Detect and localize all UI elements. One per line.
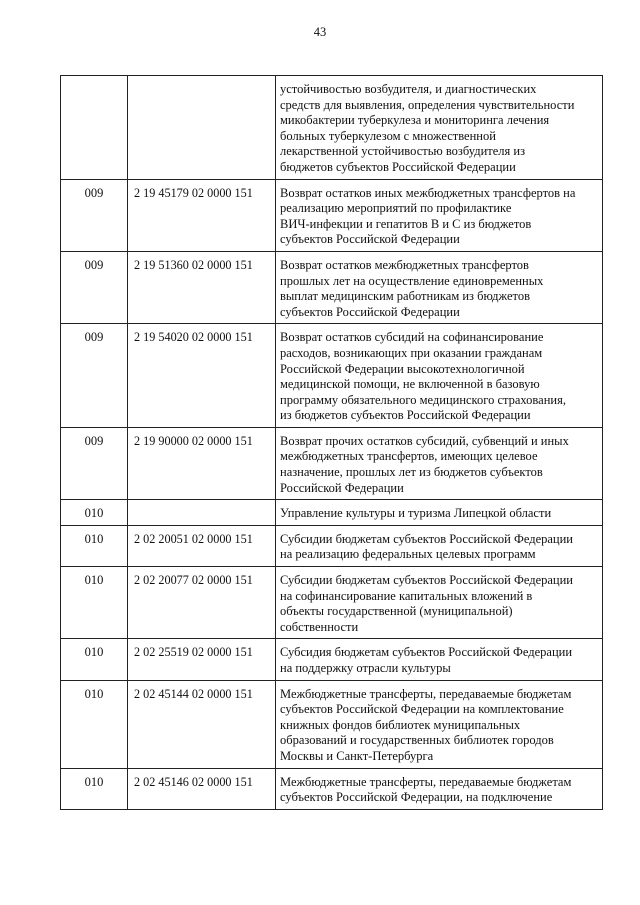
description-line: книжных фондов библиотек муниципальных [280, 717, 521, 732]
kbk-code-cell: 2 02 20051 02 0000 151 [128, 525, 276, 566]
description-cell [276, 567, 603, 639]
description-line: больных туберкулезом с множественной [280, 128, 496, 143]
kbk-code-cell [128, 76, 276, 180]
description-line: Субсидия бюджетам субъектов Российской Федерации [280, 645, 573, 660]
kbk-code-cell: 2 02 45146 02 0000 151 [128, 768, 276, 809]
description-line: Управление культуры и туризма Липецкой области [280, 506, 552, 521]
description-cell [276, 76, 603, 180]
admin-code-cell: 010 [61, 525, 128, 566]
description-line: Субсидии бюджетам субъектов Российской Федерации [280, 573, 573, 588]
description-line: субъектов Российской Федерации [280, 304, 460, 319]
admin-code-cell: 010 [61, 567, 128, 639]
table-row [61, 76, 603, 180]
description-line: субъектов Российской Федерации [280, 232, 460, 247]
table-row [61, 768, 603, 809]
kbk-code-cell: 2 02 20077 02 0000 151 [128, 567, 276, 639]
description-line: объекты государственной (муниципальной) [280, 604, 513, 619]
description-line: Возврат остатков субсидий на софинансирование [280, 330, 544, 345]
kbk-code-cell: 2 19 54020 02 0000 151 [128, 324, 276, 428]
description-line: субъектов Российской Федерации на комплектование [280, 702, 564, 717]
kbk-code-cell: 2 19 51360 02 0000 151 [128, 251, 276, 323]
description-cell [276, 500, 603, 526]
description-line: бюджетов субъектов Российской Федерации [280, 159, 516, 174]
description-line: программу обязательного медицинского страхования, [280, 392, 566, 407]
admin-code-cell: 010 [61, 639, 128, 680]
description-line: Межбюджетные трансферты, передаваемые бюджетам [280, 774, 572, 789]
table-row [61, 427, 603, 499]
page-number: 43 [313, 25, 327, 39]
admin-code-cell: 009 [61, 324, 128, 428]
table-row [61, 500, 603, 526]
description-cell [276, 179, 603, 251]
budget-codes-table [60, 75, 603, 810]
description-line: выплат медицинским работникам из бюджетов [280, 289, 530, 304]
description-line: прошлых лет на осуществление единовременных [280, 273, 544, 288]
kbk-code-cell: 2 02 25519 02 0000 151 [128, 639, 276, 680]
admin-code-cell: 010 [61, 500, 128, 526]
description-line: образований и государственных библиотек городов [280, 733, 554, 748]
description-line: ВИЧ-инфекции и гепатитов В и С из бюджетов [280, 216, 532, 231]
description-line: реализацию мероприятий по профилактике [280, 201, 512, 216]
kbk-code-cell: 2 02 45144 02 0000 151 [128, 680, 276, 768]
description-cell [276, 324, 603, 428]
table-row [61, 324, 603, 428]
admin-code-cell: 009 [61, 251, 128, 323]
description-line: на поддержку отрасли культуры [280, 661, 451, 675]
description-line: на софинансирование капитальных вложений в [280, 588, 533, 603]
description-line: Москвы и Санкт-Петербурга [280, 748, 434, 763]
table-row [61, 639, 603, 680]
description-line: расходов, возникающих при оказании гражданам [280, 345, 543, 360]
kbk-code-cell [128, 500, 276, 526]
admin-code-cell: 010 [61, 768, 128, 809]
description-line: микобактерии туберкулеза и мониторинга лечения [280, 113, 550, 128]
table-row [61, 567, 603, 639]
description-line: из бюджетов субъектов Российской Федерации [280, 408, 531, 423]
description-cell [276, 427, 603, 499]
description-line: на реализацию федеральных целевых программ [280, 547, 536, 562]
description-line: собственности [280, 619, 359, 634]
description-cell [276, 680, 603, 768]
description-line: медицинской помощи, не включенной в базовую [280, 377, 540, 392]
table-row [61, 680, 603, 768]
description-cell [276, 525, 603, 566]
description-line: Субсидии бюджетам субъектов Российской Федерации [280, 531, 573, 546]
kbk-code-cell: 2 19 45179 02 0000 151 [128, 179, 276, 251]
description-line: назначение, прошлых лет из бюджетов субъектов [280, 465, 543, 480]
description-line: лекарственной устойчивостью возбудителя из [280, 144, 526, 159]
description-line: устойчивостью возбудителя, и диагностических [280, 82, 537, 96]
description-line: средств для выявления, определения чувствительности [280, 97, 575, 112]
description-cell [276, 768, 603, 809]
description-line: Межбюджетные трансферты, передаваемые бюджетам [280, 686, 572, 701]
table-row [61, 251, 603, 323]
description-line: Возврат прочих остатков субсидий, субвенций и иных [280, 433, 569, 448]
admin-code-cell: 009 [61, 179, 128, 251]
description-line: Российской Федерации высокотехнологичной [280, 361, 525, 376]
description-line: Возврат остатков иных межбюджетных трансфертов на [280, 185, 576, 200]
description-line: межбюджетных трансфертов, имеющих целевое [280, 449, 538, 464]
description-line: Возврат остатков межбюджетных трансфертов [280, 257, 529, 272]
description-cell [276, 251, 603, 323]
description-line: субъектов Российской Федерации, на подключение [280, 790, 553, 805]
table-body [61, 76, 603, 810]
admin-code-cell: 010 [61, 680, 128, 768]
table-row [61, 179, 603, 251]
table-row [61, 525, 603, 566]
description-cell [276, 639, 603, 680]
description-line: Российской Федерации [280, 480, 404, 495]
admin-code-cell: 009 [61, 427, 128, 499]
kbk-code-cell: 2 19 90000 02 0000 151 [128, 427, 276, 499]
admin-code-cell [61, 76, 128, 180]
